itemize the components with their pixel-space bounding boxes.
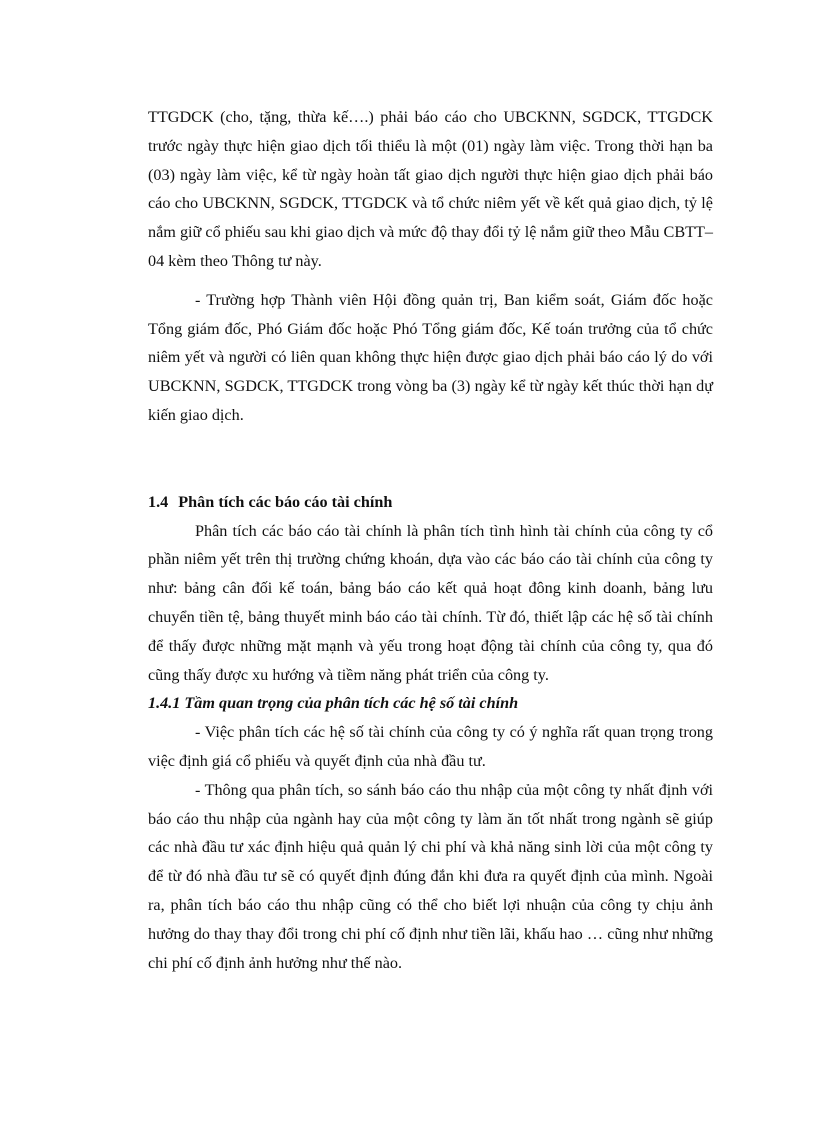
subsection-heading: 1.4.1 Tầm quan trọng của phân tích các hệ số tài chính bbox=[148, 694, 519, 713]
document-page bbox=[148, 103, 713, 977]
section-title: Phân tích các báo cáo tài chính bbox=[178, 492, 393, 511]
section-heading bbox=[148, 488, 713, 517]
subsection-item-income-analysis: - Thông qua phân tích, so sánh báo cáo thu nhập của một công ty nhất định với báo cáo thu nhập của ngành hay của một công ty làm ăn tốt nhất trong ngành sẽ giúp các nhà đầu tư xác định hiệu quả quản lý chi phí và khả năng sinh lời của một công ty để từ đó nhà đầu tư sẽ có quyết định đúng đắn khi đưa ra quyết định của mình. Ngoài ra, phân tích báo cáo thu nhập cũng có thể cho biết lợi nhuận của công ty chịu ảnh hưởng do thay thay đổi trong chi phí cố định như tiền lãi, khấu hao … cũng như những chi phí cố định ảnh hưởng như thế nào. bbox=[148, 780, 713, 972]
section-number: 1.4 bbox=[148, 492, 169, 511]
paragraph-non-execution-report: - Trường hợp Thành viên Hội đồng quản trị, Ban kiểm soát, Giám đốc hoặc Tổng giám đốc, Phó Giám đốc hoặc Phó Tổng giám đốc, Kế toán trưởng của tổ chức niêm yết và người có liên quan không thực hiện được giao dịch phải báo cáo lý do với UBCKNN, SGDCK, TTGDCK trong vòng ba (3) ngày kể từ ngày kết thúc thời hạn dự kiến giao dịch. bbox=[148, 290, 713, 424]
section-intro-paragraph: Phân tích các báo cáo tài chính là phân tích tình hình tài chính của công ty cổ phần niêm yết trên thị trường chứng khoán, dựa vào các báo cáo tài chính của công ty như: bảng cân đối kế toán, bảng báo cáo kết quả hoạt đông kinh doanh, bảng lưu chuyển tiền tệ, bảng thuyết minh báo cáo tài chính. Từ đó, thiết lập các hệ số tài chính để thấy được những mặt mạnh và yếu trong hoạt động tài chính của công ty, qua đó cũng thấy được xu hướng và tiềm năng phát triển của công ty. bbox=[148, 521, 713, 684]
subsection-item-importance: - Việc phân tích các hệ số tài chính của công ty có ý nghĩa rất quan trọng trong việc định giá cổ phiếu và quyết định của nhà đầu tư. bbox=[148, 723, 713, 770]
paragraph-continuation: TTGDCK (cho, tặng, thừa kế….) phải báo cáo cho UBCKNN, SGDCK, TTGDCK trước ngày thực hiện giao dịch tối thiểu là một (01) ngày làm việc. Trong thời hạn ba (03) ngày làm việc, kể từ ngày hoàn tất giao dịch người thực hiện giao dịch phải báo cáo cho UBCKNN, SGDCK, TTGDCK và tổ chức niêm yết về kết quả giao dịch, tỷ lệ nắm giữ cổ phiếu sau khi giao dịch và mức độ thay đổi tỷ lệ nắm giữ theo Mẫu CBTT–04 kèm theo Thông tư này. bbox=[148, 108, 713, 270]
